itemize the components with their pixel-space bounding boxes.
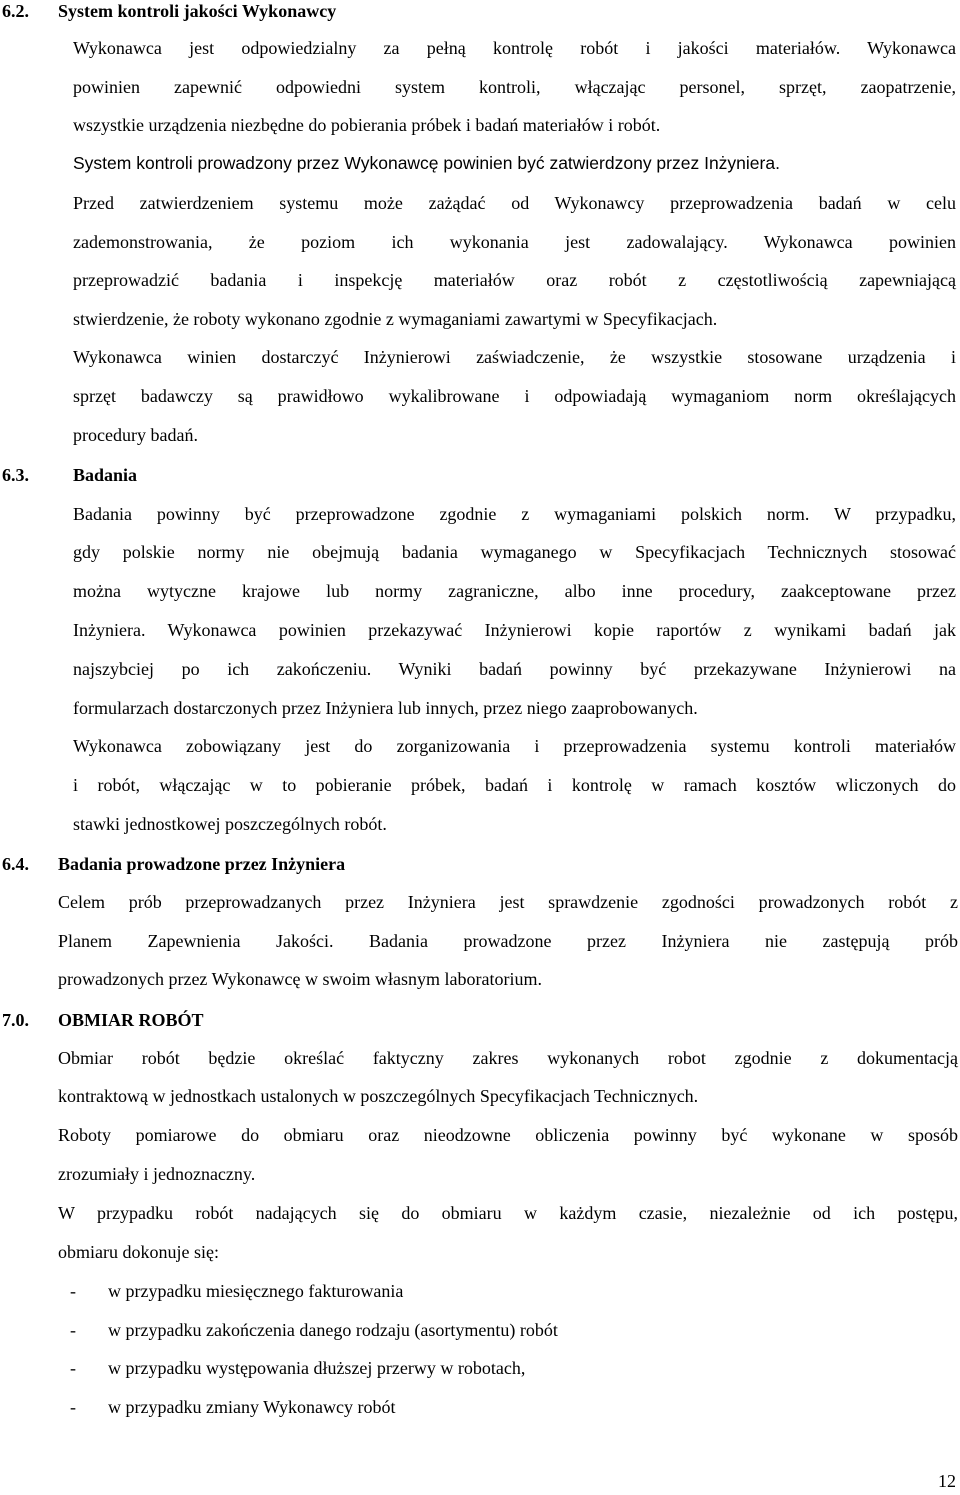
bullet-dash: - [70,1281,76,1301]
section-number: 6.2. [2,1,29,21]
paragraph-line: powinien zapewnić odpowiedni system kontroli, włączając personel, sprzęt, zaopatrzenie, [73,77,956,97]
paragraph-line: przeprowadzić badania i inspekcję materiałów oraz robót z częstotliwością zapewniającą [73,270,956,290]
paragraph-line: kontraktową w jednostkach ustalonych w poszczególnych Specyfikacjach Technicznych. [58,1086,699,1106]
bullet-dash: - [70,1397,76,1417]
paragraph-line: sprzęt badawczy są prawidłowo wykalibrowane i odpowiadają wymaganiom norm określających [73,386,956,406]
bullet-dash: - [70,1320,76,1340]
list-item: w przypadku występowania dłuższej przerwy w robotach, [108,1358,526,1378]
page-number: 12 [938,1471,956,1491]
section-number: 6.3. [2,465,29,485]
paragraph-line: wszystkie urządzenia niezbędne do pobierania próbek i badań materiałów i robót. [73,115,661,135]
paragraph-line: Badania powinny być przeprowadzone zgodnie z wymaganiami polskich norm. W przypadku, [73,504,956,524]
section-number: 6.4. [2,854,29,874]
paragraph-line: stawki jednostkowej poszczególnych robót. [73,814,387,834]
paragraph-line: Wykonawca winien dostarczyć Inżynierowi zaświadczenie, że wszystkie stosowane urządzenia i [73,347,956,367]
section-title: Badania prowadzone przez Inżyniera [58,854,346,874]
paragraph-line: najszybciej po ich zakończeniu. Wyniki badań powinny być przekazywane Inżynierowi na [73,659,956,679]
paragraph-line: można wytyczne krajowe lub normy zagraniczne, albo inne procedury, zaakceptowane przez [73,581,956,601]
list-item: w przypadku miesięcznego fakturowania [108,1281,404,1301]
paragraph-line: obmiaru dokonuje się: [58,1242,219,1262]
paragraph-line: procedury badań. [73,425,198,445]
paragraph-line: gdy polskie normy nie obejmują badania wymaganego w Specyfikacjach Technicznych stosować [73,542,956,562]
paragraph-line: Roboty pomiarowe do obmiaru oraz nieodzowne obliczenia powinny być wykonane w sposób [58,1125,958,1145]
paragraph-line: Celem prób przeprowadzanych przez Inżyniera jest sprawdzenie zgodności prowadzonych robót z [58,892,958,912]
paragraph-line: Wykonawca zobowiązany jest do zorganizowania i przeprowadzenia systemu kontroli materiałów [73,736,956,756]
paragraph-line: formularzach dostarczonych przez Inżyniera lub innych, przez niego zaaprobowanych. [73,698,698,718]
paragraph-line: Wykonawca jest odpowiedzialny za pełną kontrolę robót i jakości materiałów. Wykonawca [73,38,956,58]
paragraph-line: W przypadku robót nadających się do obmiaru w każdym czasie, niezależnie od ich postępu, [58,1203,958,1223]
paragraph-line: zrozumiały i jednoznaczny. [58,1164,256,1184]
paragraph-line: Planem Zapewnienia Jakości. Badania prowadzone przez Inżyniera nie zastępują prób [58,931,958,951]
paragraph-line: stwierdzenie, że roboty wykonano zgodnie z wymaganiami zawartymi w Specyfikacjach. [73,309,718,329]
bullet-dash: - [70,1358,76,1378]
section-number: 7.0. [2,1010,29,1030]
paragraph-line: Inżyniera. Wykonawca powinien przekazywać Inżynierowi kopie raportów z wynikami badań jak [73,620,956,640]
paragraph-line: prowadzonych przez Wykonawcę w swoim własnym laboratorium. [58,969,542,989]
section-title: OBMIAR ROBÓT [58,1010,204,1030]
list-item: w przypadku zakończenia danego rodzaju (asortymentu) robót [108,1320,558,1340]
section-title: Badania [73,465,138,485]
list-item: w przypadku zmiany Wykonawcy robót [108,1397,396,1417]
paragraph-line: Przed zatwierdzeniem systemu może zażądać od Wykonawcy przeprowadzenia badań w celu [73,193,956,213]
paragraph-line: i robót, włączając w to pobieranie próbek, badań i kontrolę w ramach kosztów wliczonych do [73,775,956,795]
section-title: System kontroli jakości Wykonawcy [58,1,337,21]
paragraph-line: zademonstrowania, że poziom ich wykonania jest zadowalający. Wykonawca powinien [73,232,956,252]
paragraph-line: System kontroli prowadzony przez Wykonawcę powinien być zatwierdzony przez Inżyniera. [73,153,780,173]
paragraph-line: Obmiar robót będzie określać faktyczny zakres wykonanych robot zgodnie z dokumentacją [58,1048,958,1068]
